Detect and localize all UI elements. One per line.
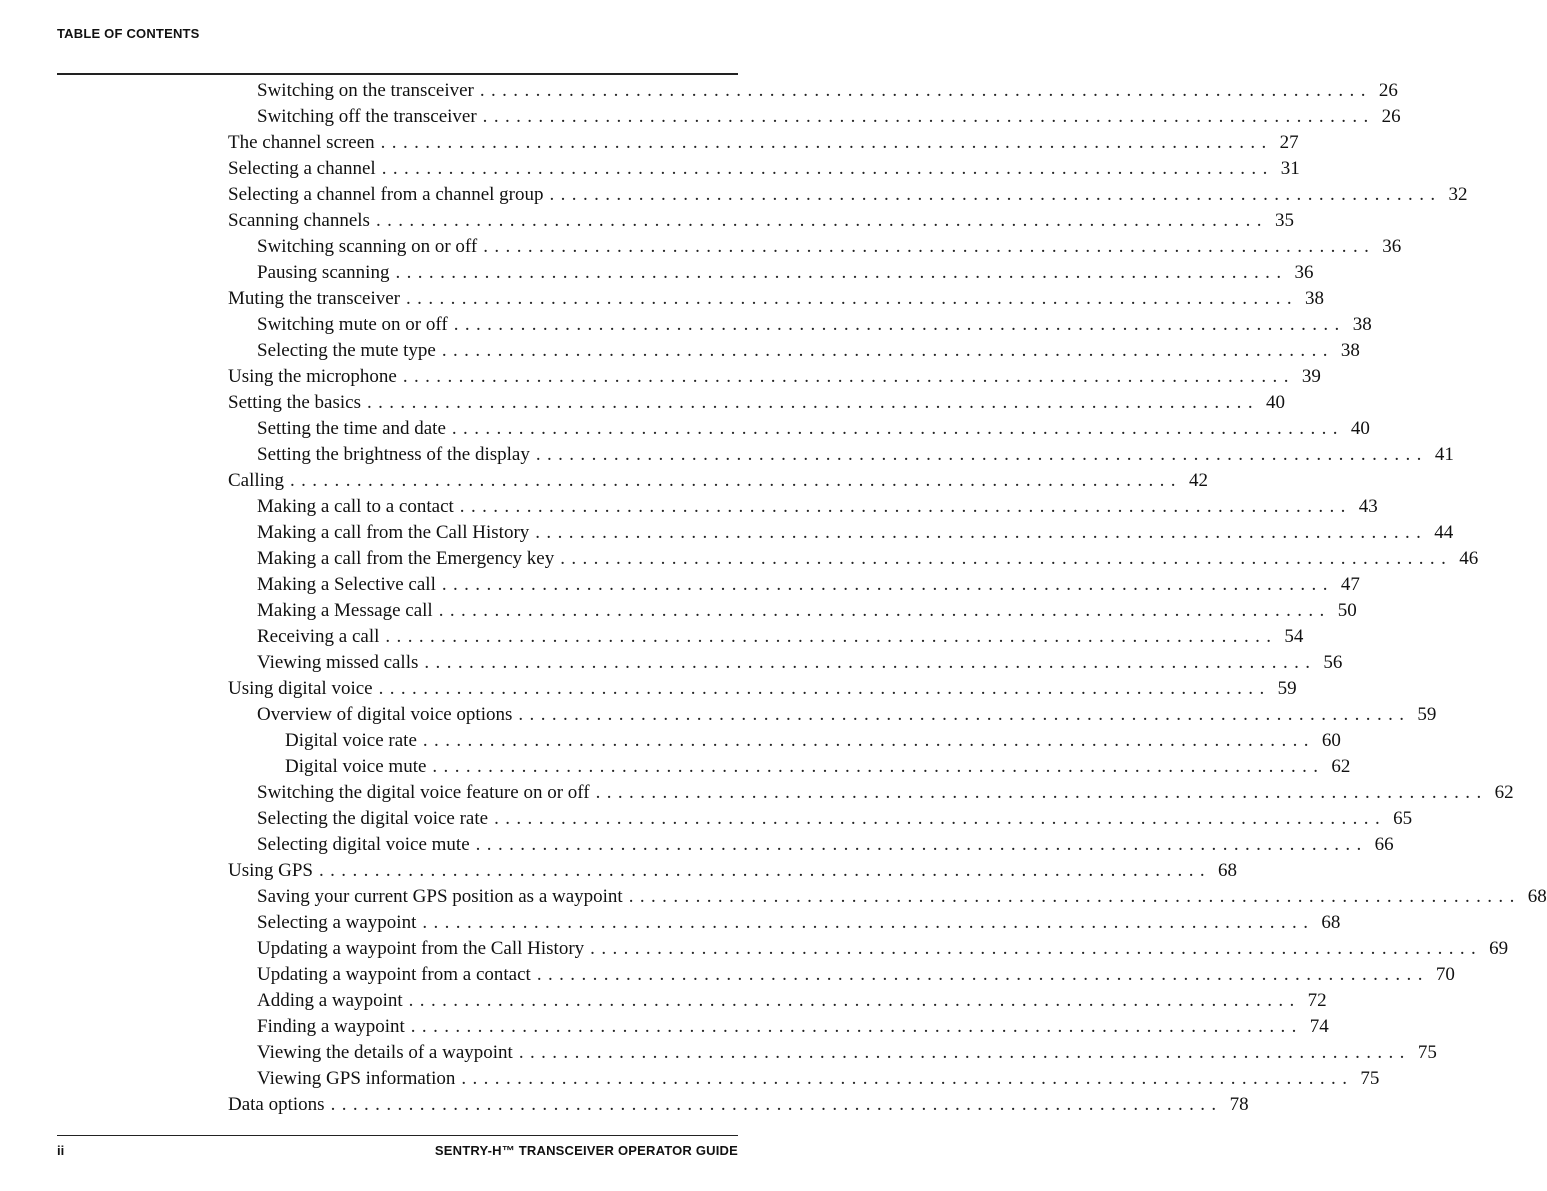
toc-entry-page: 40 bbox=[1265, 392, 1285, 413]
toc-entry[interactable] bbox=[228, 624, 1304, 650]
toc-entry-title: Selecting the digital voice rate bbox=[257, 806, 494, 832]
toc-entry[interactable] bbox=[228, 806, 1413, 832]
toc-entry-title: Making a Message call bbox=[257, 598, 439, 624]
toc-entry-page: 70 bbox=[1435, 964, 1455, 985]
dot-leader: ................................................................................ bbox=[402, 366, 1295, 387]
toc-entry-page: 43 bbox=[1358, 496, 1378, 517]
toc-entry[interactable] bbox=[228, 182, 1468, 208]
toc-entry-title: Switching mute on or off bbox=[257, 312, 454, 338]
toc-entry-title: The channel screen bbox=[228, 130, 381, 156]
page-number: ii bbox=[57, 1143, 65, 1158]
dot-leader: ................................................................................ bbox=[319, 860, 1211, 881]
toc-entry[interactable] bbox=[228, 338, 1360, 364]
toc-entry[interactable] bbox=[228, 1092, 1249, 1118]
toc-entry-title: Setting the time and date bbox=[257, 416, 452, 442]
dot-leader: ................................................................................ bbox=[381, 158, 1274, 179]
toc-entry-title: Calling bbox=[228, 468, 290, 494]
dot-leader: ................................................................................ bbox=[482, 106, 1375, 127]
dot-leader: ................................................................................ bbox=[518, 1042, 1411, 1063]
toc-entry-page: 68 bbox=[1321, 912, 1341, 933]
toc-entry-page: 75 bbox=[1360, 1068, 1380, 1089]
dot-leader: ................................................................................ bbox=[330, 1094, 1223, 1115]
toc-entry-page: 59 bbox=[1277, 678, 1297, 699]
toc-entry-title: Muting the transceiver bbox=[228, 286, 406, 312]
toc-entry-page: 60 bbox=[1321, 730, 1341, 751]
dot-leader: ................................................................................ bbox=[595, 782, 1488, 803]
dot-leader: ................................................................................ bbox=[453, 314, 1346, 335]
toc-entry-title: Updating a waypoint from a contact bbox=[257, 962, 537, 988]
toc-entry-page: 32 bbox=[1448, 184, 1468, 205]
toc-entry-page: 62 bbox=[1331, 756, 1351, 777]
toc-entry-title: Selecting a channel from a channel group bbox=[228, 182, 550, 208]
dot-leader: ................................................................................ bbox=[422, 730, 1315, 751]
toc-entry-title: Finding a waypoint bbox=[257, 1014, 411, 1040]
toc-entry[interactable] bbox=[228, 754, 1351, 780]
toc-entry-page: 54 bbox=[1284, 626, 1304, 647]
dot-leader: ................................................................................ bbox=[395, 262, 1288, 283]
dot-leader: ................................................................................ bbox=[518, 704, 1411, 725]
toc-entry-title: Setting the basics bbox=[228, 390, 367, 416]
toc-entry[interactable] bbox=[228, 546, 1479, 572]
toc-entry-page: 74 bbox=[1309, 1016, 1329, 1037]
dot-leader: ................................................................................ bbox=[475, 834, 1368, 855]
toc-entry[interactable] bbox=[228, 208, 1294, 234]
toc-entry-page: 40 bbox=[1350, 418, 1370, 439]
dot-leader: ................................................................................ bbox=[408, 990, 1301, 1011]
toc-entry-page: 69 bbox=[1489, 938, 1509, 959]
toc-entry-title: Making a Selective call bbox=[257, 572, 442, 598]
toc-entry-page: 38 bbox=[1352, 314, 1372, 335]
dot-leader: ................................................................................ bbox=[366, 392, 1259, 413]
toc-entry[interactable] bbox=[228, 390, 1285, 416]
dot-leader: ................................................................................ bbox=[461, 1068, 1354, 1089]
toc-entry-page: 68 bbox=[1218, 860, 1237, 881]
toc-entry-page: 46 bbox=[1459, 548, 1479, 569]
toc-entry-title: Data options bbox=[228, 1092, 331, 1118]
toc-entry-title: Selecting digital voice mute bbox=[257, 832, 476, 858]
toc-entry[interactable] bbox=[228, 780, 1514, 806]
toc-entry[interactable] bbox=[228, 260, 1314, 286]
toc-entry[interactable] bbox=[228, 702, 1437, 728]
header-rule bbox=[57, 73, 738, 75]
toc-entry[interactable] bbox=[228, 858, 1237, 884]
dot-leader: ................................................................................ bbox=[410, 1016, 1303, 1037]
toc-entry[interactable] bbox=[228, 130, 1299, 156]
dot-leader: ................................................................................ bbox=[483, 236, 1376, 257]
toc-entry-page: 65 bbox=[1393, 808, 1413, 829]
toc-entry-title: Switching on the transceiver bbox=[257, 78, 480, 104]
toc-entry[interactable] bbox=[228, 962, 1455, 988]
toc-entry[interactable] bbox=[228, 78, 1398, 104]
dot-leader: ................................................................................ bbox=[549, 184, 1442, 205]
toc-entry-title: Scanning channels bbox=[228, 208, 376, 234]
toc-entry-title: Making a call to a contact bbox=[257, 494, 460, 520]
toc-entry[interactable] bbox=[228, 312, 1372, 338]
toc-entry-page: 38 bbox=[1305, 288, 1325, 309]
toc-entry[interactable] bbox=[228, 598, 1357, 624]
toc-entry-title: Using digital voice bbox=[228, 676, 379, 702]
toc-entry-title: Viewing the details of a waypoint bbox=[257, 1040, 519, 1066]
toc-entry[interactable] bbox=[228, 832, 1394, 858]
footer-rule bbox=[57, 1135, 738, 1136]
dot-leader: ................................................................................ bbox=[375, 210, 1268, 231]
toc-entry-page: 26 bbox=[1378, 80, 1398, 101]
toc-entry-title: Receiving a call bbox=[257, 624, 385, 650]
running-header: TABLE OF CONTENTS bbox=[57, 26, 200, 41]
toc-entry-title: Switching scanning on or off bbox=[257, 234, 483, 260]
toc-entry-page: 50 bbox=[1337, 600, 1357, 621]
toc-entry[interactable] bbox=[228, 286, 1325, 312]
toc-entry-page: 66 bbox=[1374, 834, 1394, 855]
toc-entry[interactable] bbox=[228, 884, 1547, 910]
dot-leader: ................................................................................ bbox=[628, 886, 1521, 907]
toc-entry-page: 36 bbox=[1382, 236, 1402, 257]
toc-entry-title: Selecting a waypoint bbox=[257, 910, 422, 936]
toc-entry-title: Overview of digital voice options bbox=[257, 702, 518, 728]
toc-entry-title: Switching the digital voice feature on or off bbox=[257, 780, 596, 806]
toc-entry[interactable] bbox=[228, 1014, 1329, 1040]
toc-entry[interactable] bbox=[228, 910, 1341, 936]
toc-entry-page: 26 bbox=[1381, 106, 1401, 127]
dot-leader: ................................................................................ bbox=[406, 288, 1299, 309]
guide-title: SENTRY-H™ TRANSCEIVER OPERATOR GUIDE bbox=[434, 1143, 738, 1158]
dot-leader: ................................................................................ bbox=[441, 574, 1334, 595]
toc-entry-page: 78 bbox=[1229, 1094, 1249, 1115]
toc-entry-title: Digital voice rate bbox=[285, 728, 423, 754]
dot-leader: ................................................................................ bbox=[590, 938, 1483, 959]
dot-leader: ................................................................................ bbox=[378, 678, 1271, 699]
toc-entry-title: Switching off the transceiver bbox=[257, 104, 483, 130]
toc-entry-page: 59 bbox=[1417, 704, 1437, 725]
toc-entry-page: 44 bbox=[1434, 522, 1454, 543]
toc-entry-page: 31 bbox=[1280, 158, 1300, 179]
toc-entry-page: 62 bbox=[1494, 782, 1514, 803]
toc-entry-title: Using the microphone bbox=[228, 364, 403, 390]
toc-entry-page: 42 bbox=[1188, 470, 1208, 491]
toc-entry-page: 68 bbox=[1527, 886, 1547, 907]
dot-leader: ................................................................................ bbox=[535, 444, 1428, 465]
toc-entry-title: Adding a waypoint bbox=[257, 988, 409, 1014]
dot-leader: ................................................................................ bbox=[494, 808, 1387, 829]
toc-entry[interactable] bbox=[228, 650, 1343, 676]
table-of-contents bbox=[228, 78, 1547, 1118]
toc-entry-title: Digital voice mute bbox=[285, 754, 432, 780]
toc-entry-title: Making a call from the Emergency key bbox=[257, 546, 560, 572]
toc-entry-page: 47 bbox=[1340, 574, 1360, 595]
toc-entry[interactable] bbox=[228, 676, 1297, 702]
toc-entry[interactable] bbox=[228, 442, 1454, 468]
toc-entry-title: Selecting the mute type bbox=[257, 338, 442, 364]
toc-entry[interactable] bbox=[228, 936, 1509, 962]
toc-entry-title: Viewing missed calls bbox=[257, 650, 424, 676]
toc-entry[interactable] bbox=[228, 988, 1327, 1014]
dot-leader: ................................................................................ bbox=[424, 652, 1317, 673]
dot-leader: ................................................................................ bbox=[459, 496, 1352, 517]
toc-entry-page: 75 bbox=[1417, 1042, 1437, 1063]
dot-leader: ................................................................................ bbox=[451, 418, 1344, 439]
toc-entry-page: 39 bbox=[1301, 366, 1321, 387]
toc-entry-page: 35 bbox=[1274, 210, 1294, 231]
toc-entry-page: 27 bbox=[1279, 132, 1299, 153]
toc-entry[interactable] bbox=[228, 468, 1208, 494]
toc-entry[interactable] bbox=[228, 1040, 1437, 1066]
toc-entry[interactable] bbox=[228, 234, 1402, 260]
toc-entry[interactable] bbox=[228, 572, 1360, 598]
toc-entry[interactable] bbox=[228, 104, 1401, 130]
dot-leader: ................................................................................ bbox=[438, 600, 1331, 621]
toc-entry[interactable] bbox=[228, 1066, 1380, 1092]
toc-entry-page: 41 bbox=[1434, 444, 1454, 465]
dot-leader: ................................................................................ bbox=[479, 80, 1372, 101]
dot-leader: ................................................................................ bbox=[432, 756, 1325, 777]
toc-entry-title: Updating a waypoint from the Call History bbox=[257, 936, 590, 962]
toc-entry-title: Pausing scanning bbox=[257, 260, 395, 286]
toc-entry[interactable] bbox=[228, 364, 1321, 390]
dot-leader: ................................................................................ bbox=[536, 964, 1429, 985]
dot-leader: ................................................................................ bbox=[560, 548, 1453, 569]
toc-entry-title: Viewing GPS information bbox=[257, 1066, 461, 1092]
toc-entry-title: Making a call from the Call History bbox=[257, 520, 535, 546]
toc-entry[interactable] bbox=[228, 728, 1341, 754]
toc-entry-page: 36 bbox=[1294, 262, 1314, 283]
toc-entry[interactable] bbox=[228, 156, 1300, 182]
dot-leader: ................................................................................ bbox=[380, 132, 1273, 153]
toc-entry[interactable] bbox=[228, 416, 1370, 442]
dot-leader: ................................................................................ bbox=[535, 522, 1428, 543]
toc-entry-title: Saving your current GPS position as a waypoint bbox=[257, 884, 629, 910]
toc-entry[interactable] bbox=[228, 494, 1378, 520]
toc-entry-page: 72 bbox=[1307, 990, 1327, 1011]
toc-entry-page: 38 bbox=[1340, 340, 1360, 361]
toc-entry-title: Selecting a channel bbox=[228, 156, 382, 182]
dot-leader: ................................................................................ bbox=[441, 340, 1334, 361]
toc-entry-title: Setting the brightness of the display bbox=[257, 442, 536, 468]
dot-leader: ................................................................................ bbox=[289, 470, 1182, 491]
toc-entry-title: Using GPS bbox=[228, 858, 319, 884]
toc-entry-page: 56 bbox=[1323, 652, 1343, 673]
toc-entry[interactable] bbox=[228, 520, 1454, 546]
dot-leader: ................................................................................ bbox=[385, 626, 1278, 647]
dot-leader: ................................................................................ bbox=[422, 912, 1315, 933]
